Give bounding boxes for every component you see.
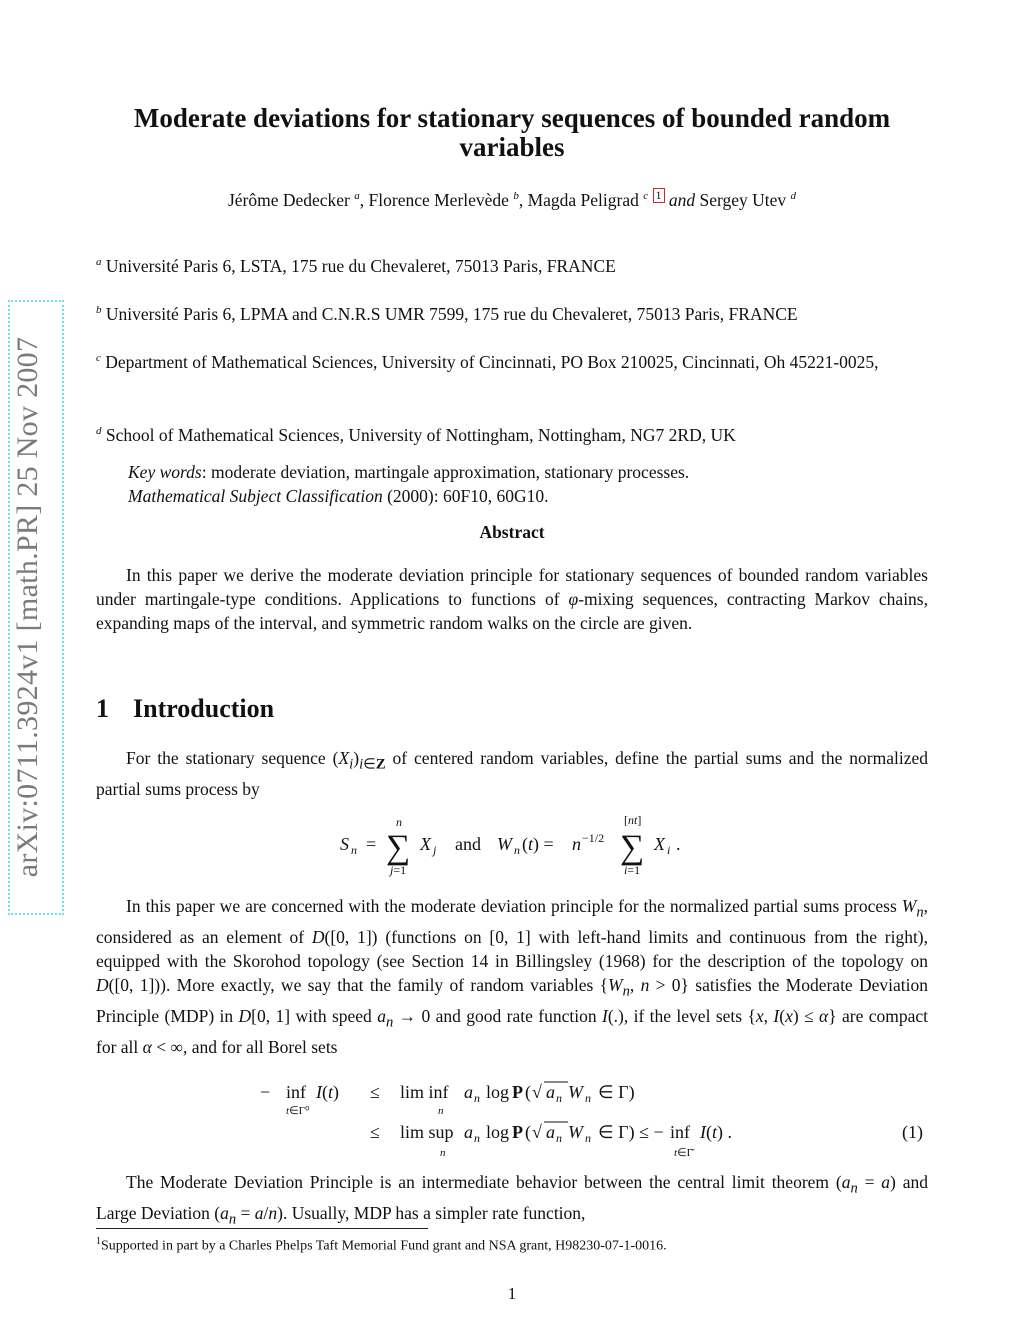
svg-text:∈ Γ) ≤ −: ∈ Γ) ≤ − [598, 1122, 664, 1142]
msc-text: (2000): 60F10, 60G10. [382, 486, 549, 506]
svg-text:n: n [474, 1131, 480, 1145]
eq-log-2: log [486, 1122, 510, 1142]
section-number: 1 [96, 694, 109, 723]
intro-paragraph-1: For the stationary sequence $(X_i)_{i\in Z}$ of centered random variables, define the partial sums and the normalized partial sums process by [96, 748, 929, 799]
author-3: Magda Peligrad [527, 189, 639, 210]
arxiv-stamp: arXiv:0711.3924v1 [math.PR] 25 Nov 2007 [11, 336, 44, 878]
affiliation-a-text: Université Paris 6, LSTA, 175 rue du Chevaleret, 75013 Paris, FRANCE [105, 255, 616, 276]
svg-text:X: X [420, 834, 431, 854]
eq-and: and [455, 834, 481, 854]
svg-text:S: S [340, 834, 349, 854]
intro-p2-j: are compact for all [96, 1005, 929, 1057]
footnote-link[interactable]: 1 [653, 188, 665, 203]
author-3-sup: c [643, 190, 649, 202]
footnote [96, 1236, 667, 1255]
footnote-text: Supported in part by a Charles Phelps Taft Memorial Fund grant and NSA grant, H98230-07-1-0016. [101, 1238, 667, 1254]
intro-p3-c: ). Usually, MDP has a simpler rate function, [277, 1202, 586, 1223]
svg-text:P: P [512, 1082, 523, 1102]
svg-text:n: n [440, 1147, 446, 1159]
eq-inf-1: inf [286, 1082, 306, 1102]
affiliation-c-sup: c [96, 352, 101, 364]
svg-text:W: W [568, 1122, 583, 1142]
svg-text:−1/2: −1/2 [582, 831, 605, 845]
svg-text:a: a [464, 1122, 473, 1142]
svg-text:I: I [316, 1082, 322, 1102]
abstract-text-2: -mixing sequences, contracting Markov chains, expanding maps of the interval, and symmetric random walks on the circle are given. [96, 589, 928, 634]
svg-text:[nt]: [nt] [624, 813, 642, 827]
svg-text:I: I [700, 1122, 706, 1142]
author-1-sup: a [354, 190, 360, 202]
svg-text:(t): (t) [322, 1082, 340, 1102]
svg-text:j=1: j=1 [390, 863, 407, 877]
abstract-body [96, 563, 928, 636]
author-2: Florence Merlevède [368, 189, 509, 210]
intro-p2-i: , if the level sets [623, 1005, 748, 1026]
svg-text:W: W [497, 834, 512, 854]
svg-text:n: n [585, 1091, 591, 1105]
intro-p2-a: In this paper we are concerned with the moderate deviation principle for the normalized partial sums process [126, 896, 902, 916]
svg-text:n: n [585, 1131, 591, 1145]
svg-text:n: n [474, 1091, 480, 1105]
svg-text:j: j [433, 843, 437, 857]
svg-text:n: n [514, 843, 520, 857]
svg-text:(t) .: (t) . [706, 1122, 733, 1142]
affiliation-d-sup: d [96, 425, 102, 437]
page-number: 1 [507, 1284, 517, 1303]
abstract-heading: Abstract [479, 522, 545, 542]
abstract-text-1: In this paper we derive the moderate deviation principle for stationary sequences of bounded random variables under martingale-type conditions. Applications to functions of [96, 565, 928, 610]
intro-p2-d: with left-hand limits and continuous from the right), equipped with the Skorohod topology (see Section 14 in Billingsley (1968) for the description of the topology on [96, 926, 929, 971]
svg-text:t∈Γ̄: t∈Γ̄ [674, 1147, 694, 1159]
svg-text:P: P [512, 1122, 523, 1142]
svg-text:∑: ∑ [386, 829, 411, 866]
equation-partial-sums [330, 812, 710, 882]
affiliation-b-text: Université Paris 6, LPMA and C.N.R.S UMR 7599, 175 rue du Chevaleret, 75013 Paris, FRANCE [105, 303, 798, 324]
msc-label: Mathematical Subject Classification [128, 486, 383, 506]
equation-number: (1) [902, 1122, 923, 1142]
intro-p2-h: and good rate function [430, 1005, 602, 1026]
intro-p2-f: satisfies the Moderate Deviation Principle (MDP) in [96, 975, 929, 1026]
svg-text:≤: ≤ [370, 1082, 380, 1102]
intro-p2-k: , and for all Borel sets [182, 1036, 338, 1057]
equation-mdp [250, 1072, 940, 1164]
svg-text:(: ( [525, 1122, 531, 1142]
intro-p3-b: ) and Large Deviation ( [96, 1172, 928, 1223]
svg-text:−: − [260, 1082, 271, 1102]
svg-text:a: a [546, 1082, 555, 1102]
keywords [128, 460, 908, 508]
keywords-text: : moderate deviation, martingale approximation, stationary processes. [201, 462, 690, 482]
eq-liminf: lim inf [400, 1082, 449, 1102]
svg-text:a: a [546, 1122, 555, 1142]
svg-text:n: n [438, 1105, 444, 1117]
author-4-sup: d [790, 190, 797, 202]
svg-text:a: a [464, 1082, 473, 1102]
svg-text:√: √ [532, 1122, 542, 1142]
svg-text:X: X [654, 834, 665, 854]
intro-paragraph-3: The Moderate Deviation Principle is an intermediate behavior between the central limit theorem $(a_n = a)$ and Large Deviation $(a_n = a/n)$. Usually, MDP has a simpler rate function, [96, 1172, 928, 1228]
paper-title: Moderate deviations for stationary sequences of bounded random variables [133, 103, 891, 162]
affiliation-b [96, 298, 928, 326]
svg-text:n: n [351, 843, 357, 857]
author-and: and [668, 189, 696, 210]
svg-text:(: ( [525, 1082, 531, 1102]
author-list: Jérôme Dedecker $^a$, Florence Merlevède $^b$, Magda Peligrad $^c$ 1 and Sergey Utev $^d$ [227, 188, 797, 210]
svg-text:n: n [572, 834, 581, 854]
affiliation-a-sup: a [96, 256, 102, 268]
author-2-sup: b [513, 190, 519, 202]
intro-p2-c: (functions on [377, 926, 490, 947]
svg-text:n: n [556, 1131, 562, 1145]
affiliation-c [96, 346, 928, 374]
svg-text:∑: ∑ [620, 829, 645, 866]
svg-text:=: = [366, 834, 377, 854]
affiliation-d-text: School of Mathematical Sciences, University of Nottingham, Nottingham, NG7 2RD, UK [105, 424, 736, 445]
keywords-label: Key words [128, 462, 202, 482]
svg-text:t∈Γ⁰: t∈Γ⁰ [286, 1105, 310, 1117]
affiliation-d [96, 419, 928, 447]
section-heading [96, 694, 274, 724]
affiliation-a [96, 250, 928, 278]
eq-limsup: lim sup [400, 1122, 454, 1142]
intro-paragraph-2: In this paper we are concerned with the moderate deviation principle for the normalized partial sums process $W_n$, considered as an element of D([0, 1]) (functions on [0, 1] with left-hand limits and continuous from the right), equipped with the Skorohod topology (see Section 14 in Billingsley (1968) for the description of the topology on D([0, 1])). More exactly, we say that the family of random variables {$W_n$, n > 0} satisfies the Moderate Deviation Principle (MDP) in D[0, 1] with speed $a_n \to 0$ and good rate function I(.), if the level sets {x, I(x) ≤ α} are compact for all α < ∞, and for all Borel sets [96, 896, 929, 1057]
intro-p1-b: of centered random variables, define the partial sums and the normalized partial sums process by [96, 748, 929, 799]
author-4: Sergey Utev [699, 189, 787, 210]
svg-text:n: n [396, 815, 402, 829]
affiliation-c-text: Department of Mathematical Sciences, University of Cincinnati, PO Box 210025, Cincinnati, Oh 45221-0025, [105, 351, 879, 372]
svg-text:i=1: i=1 [624, 863, 641, 877]
affiliation-b-sup: b [96, 304, 102, 316]
svg-text:≤: ≤ [370, 1122, 380, 1142]
intro-p1-a: For the stationary sequence [126, 748, 333, 768]
svg-text:√: √ [532, 1082, 542, 1102]
footnote-mark: 1 [96, 1236, 101, 1247]
eq-log-1: log [486, 1082, 510, 1102]
svg-text:(t) =: (t) = [522, 834, 554, 854]
phi-symbol: φ [568, 589, 579, 610]
intro-p3-a: The Moderate Deviation Principle is an intermediate behavior between the central limit theorem ( [126, 1172, 842, 1192]
eq-inf-2: inf [670, 1122, 690, 1142]
intro-p2-b: , considered as an element of [96, 896, 928, 947]
section-title: Introduction [133, 694, 275, 723]
svg-text:.: . [676, 834, 681, 854]
author-1: Jérôme Dedecker [227, 189, 350, 210]
svg-text:n: n [556, 1091, 562, 1105]
intro-p2-e: ). More exactly, we say that the family of random variables [160, 975, 600, 996]
svg-text:∈ Γ): ∈ Γ) [598, 1082, 635, 1102]
footnote-rule [96, 1228, 428, 1229]
intro-p2-g: with speed [290, 1005, 378, 1026]
svg-text:W: W [568, 1082, 583, 1102]
svg-text:i: i [667, 843, 671, 857]
